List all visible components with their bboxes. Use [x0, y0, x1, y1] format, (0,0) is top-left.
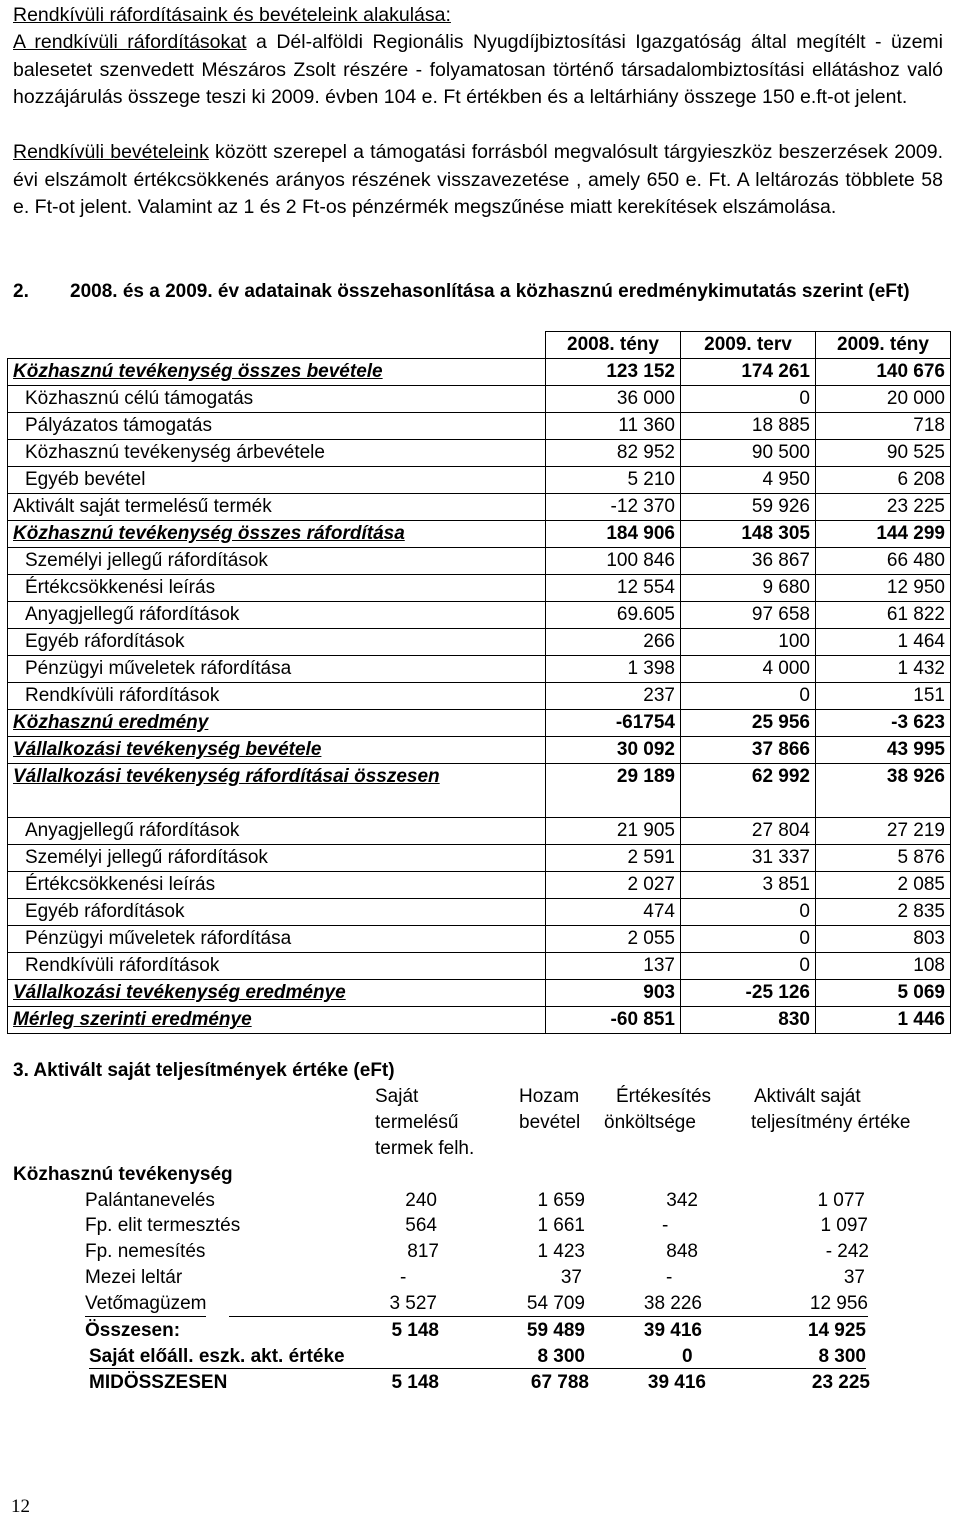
table-row: Mérleg szerinti eredménye -60 851 830 1 446: [8, 1007, 951, 1034]
table-row: Egyéb bevétel 5 210 4 950 6 208: [8, 467, 951, 494]
table-header-row: [8, 332, 951, 359]
table-row: Személyi jellegű ráfordítások 2 591 31 337 5 876: [8, 845, 951, 872]
table-row: Anyagjellegű ráfordítások 69.605 97 658 61 822: [8, 602, 951, 629]
table-row: Vállalkozási tevékenység ráfordításai összesen 29 189 62 992 38 926: [8, 764, 951, 818]
col-2008-teny: 2008. tény: [546, 332, 681, 359]
table-row: Pályázatos támogatás 11 360 18 885 718: [8, 413, 951, 440]
s3-own-label: Saját előáll. eszk. akt. értéke: [89, 1346, 345, 1367]
table-row: Vállalkozási tevékenység eredménye 903 -25 126 5 069: [8, 980, 951, 1007]
table-row: Személyi jellegű ráfordítások 100 846 36 867 66 480: [8, 548, 951, 575]
document-page: Rendkívüli ráfordításaink és bevételeink alakulása: A rendkívüli ráfordításokat a Dél-alföldi Regionális Nyugdíjbiztosítási Igazgatóság által megítélt - üzemi balesetet szenvedett Mészáros Zsolt részére - folyamatosan történő társadalombiztosítási ellátáshoz való hozzájárulás összege teszi ki 2009. évben 104 e. Ft értékben és a leltárhiány összege 150 e.ft-ot jelent. Rendkívüli bevételeink között szerepel a támogatási forrásból megvalósult tárgyieszköz beszerzések 2009. évi elszámolt értékcsökkenés arányos részének visszavezetése , amely 650 e. Ft. A leltározás többlete 58 e. Ft-ot jelent. Valamint az 1 és 2 Ft-os pénzérmék megszűnése miatt kerekítések elszámolása. 2. 2008. és a 2009. év adatainak összehasonlítása a közhasznú eredménykimutatás szerint (eFt) 2008. tény 2009. terv 2009. tény Közhasznú tevékenység összes bevétele 123 152 174 261 140 676 Közhasznú célú támogatás 36 000 0 20 000 Pályázatos támogatás 11 360 18 885 718 Közhasznú tevékenység árbevétele 82 952 90 500 90 525 Egyéb bevétel 5 210 4 950 6 208 Aktivált saját termelésű termék -12 370 59 926 23 225 Közhasznú tevékenység összes ráfordítása 184 906 148 305 144 299 Személyi jellegű ráfordítások 100 846 36 867 66 480 Értékcsökkenési leírás 12 554 9 680 12 950 Anyagjellegű ráfordítások 69.605 97 658 61 822 Egyéb ráfordítások 266 100 1 464 Pénzügyi műveletek ráfordítása 1 398 4 000 1 432 Rendkívüli ráfordítások 237 0 151 Közhasznú eredmény -61754 25 956 -3 623 Vállalkozási tevékenység bevétele 30 092 37 866 43 995 Vállalkozási tevékenység ráfordításai összesen 29 189 62 992 38 926 Anyagjellegű ráfordítások 21 905 27 804 27 219 Személyi jellegű ráfordítások 2 591 31 337 5 876 Értékcsökkenési leírás 2 027 3 851 2 085 Egyéb ráfordítások 474 0 2 835 Pénzügyi műveletek ráfordítása 2 055 0 803 Rendkívüli ráfordítások 137 0 108 Vállalkozási tevékenység eredménye 903 -25 126 5 069 Mérleg szerinti eredménye -60 851 830 1 446 3. Aktivált saját teljesítmények értéke (eFt) Saját termelésű termek felh. Hozam bevétel Értékesítés önköltsége Aktivált saját teljesítmény értéke Közhasznú tevékenység Palántanevelés 240 1 659 342 1 077 Fp. elit termesztés 564 1 661 - 1 097 Fp. nemesítés 817 1 423 848 - 242 Mezei leltár - 37 - 37 Vetőmagüzem 3 527 54 709 38 226 12 956 Összesen: 5 148 59 489 39 416 14 925 Saját előáll. eszk. akt. értéke 8 300 0 8 300 MIDÖSSZESEN 5 148 67 788 39 416 23 225 12: [0, 0, 960, 1519]
s3-col-head-4: Aktivált saját teljesítmény értéke: [751, 1086, 911, 1133]
s3-col-head-3: Értékesítés önköltsége: [604, 1086, 712, 1133]
own-underline: [89, 1368, 866, 1369]
intro-paragraph-1: [13, 29, 943, 112]
table-row: Vállalkozási tevékenység bevétele 30 092 37 866 43 995: [8, 737, 951, 764]
comparison-table: [7, 331, 951, 1034]
s3-row-label: Fp. elit termesztés: [85, 1215, 241, 1236]
table-row: Értékcsökkenési leírás 2 027 3 851 2 085: [8, 872, 951, 899]
section2-title: 2008. és a 2009. év adatainak összehasonlítása a közhasznú eredménykimutatás szerint (eFt): [70, 281, 910, 302]
table-row: Közhasznú tevékenység összes ráfordítása 184 906 148 305 144 299: [8, 521, 951, 548]
table-row: Pénzügyi műveletek ráfordítása 1 398 4 000 1 432: [8, 656, 951, 683]
intro-heading: Rendkívüli ráfordításaink és bevételeink alakulása:: [13, 4, 451, 26]
table-row: Közhasznú célú támogatás 36 000 0 20 000: [8, 386, 951, 413]
s3-row-label: Fp. nemesítés: [85, 1241, 206, 1262]
col-2009-terv: 2009. terv: [681, 332, 816, 359]
table-row: Értékcsökkenési leírás 12 554 9 680 12 950: [8, 575, 951, 602]
table-row: Anyagjellegű ráfordítások 21 905 27 804 27 219: [8, 818, 951, 845]
s3-col-head-1: Saját termelésű termek felh.: [375, 1086, 475, 1159]
table-row: Közhasznú eredmény -61754 25 956 -3 623: [8, 710, 951, 737]
page-number: 12: [11, 1496, 30, 1517]
table-row: Aktivált saját termelésű termék -12 370 59 926 23 225: [8, 494, 951, 521]
p2-text: között szerepel a támogatási forrásból megvalósult tárgyieszköz beszerzések 2009. évi elszámolt értékcsökkenés arányos részének visszavezetése , amely 650 e. Ft. A leltározás többlete 58 e. Ft-ot jelent. Valamint az 1 és 2 Ft-os pénzérmék megszűnése miatt kerekítések elszámolása.: [13, 141, 943, 218]
table-row: Rendkívüli ráfordítások 137 0 108: [8, 953, 951, 980]
section2-number: 2.: [13, 281, 29, 302]
section3-title: 3. Aktivált saját teljesítmények értéke (eFt): [13, 1060, 395, 1081]
s3-row-label: Vetőmagüzem: [85, 1291, 206, 1317]
col-2009-teny: 2009. tény: [816, 332, 951, 359]
table-row: Egyéb ráfordítások 266 100 1 464: [8, 629, 951, 656]
section2-heading: [13, 279, 940, 305]
s3-row-label: Mezei leltár: [85, 1267, 183, 1288]
table-row: Egyéb ráfordítások 474 0 2 835: [8, 899, 951, 926]
table-row: Rendkívüli ráfordítások 237 0 151: [8, 683, 951, 710]
s3-total-label: Összesen:: [85, 1320, 181, 1341]
s3-col-head-2: Hozam bevétel: [519, 1086, 581, 1133]
table-row: Közhasznú tevékenység összes bevétele 123 152 174 261 140 676: [8, 359, 951, 386]
s3-group-label: Közhasznú tevékenység: [13, 1164, 233, 1185]
p1-text: a Dél-alföldi Regionális Nyugdíjbiztosítási Igazgatóság által megítélt - üzemi balesetet szenvedett Mészáros Zsolt részére - folyamatosan történő társadalombiztosítási ellátáshoz való hozzájárulás összege teszi ki 2009. évben 104 e. Ft értékben és a leltárhiány összege 150 e.ft-ot jelent.: [13, 31, 944, 108]
s3-row-label: Palántanevelés: [85, 1190, 215, 1211]
table-row: Pénzügyi műveletek ráfordítása 2 055 0 803: [8, 926, 951, 953]
s3-grand-label: MIDÖSSZESEN: [89, 1372, 228, 1393]
p1-lead: A rendkívüli ráfordításokat: [13, 31, 247, 53]
p2-lead: Rendkívüli bevételeink: [13, 141, 209, 163]
table-row: Közhasznú tevékenység árbevétele 82 952 90 500 90 525: [8, 440, 951, 467]
intro-paragraph-2: [13, 139, 943, 222]
